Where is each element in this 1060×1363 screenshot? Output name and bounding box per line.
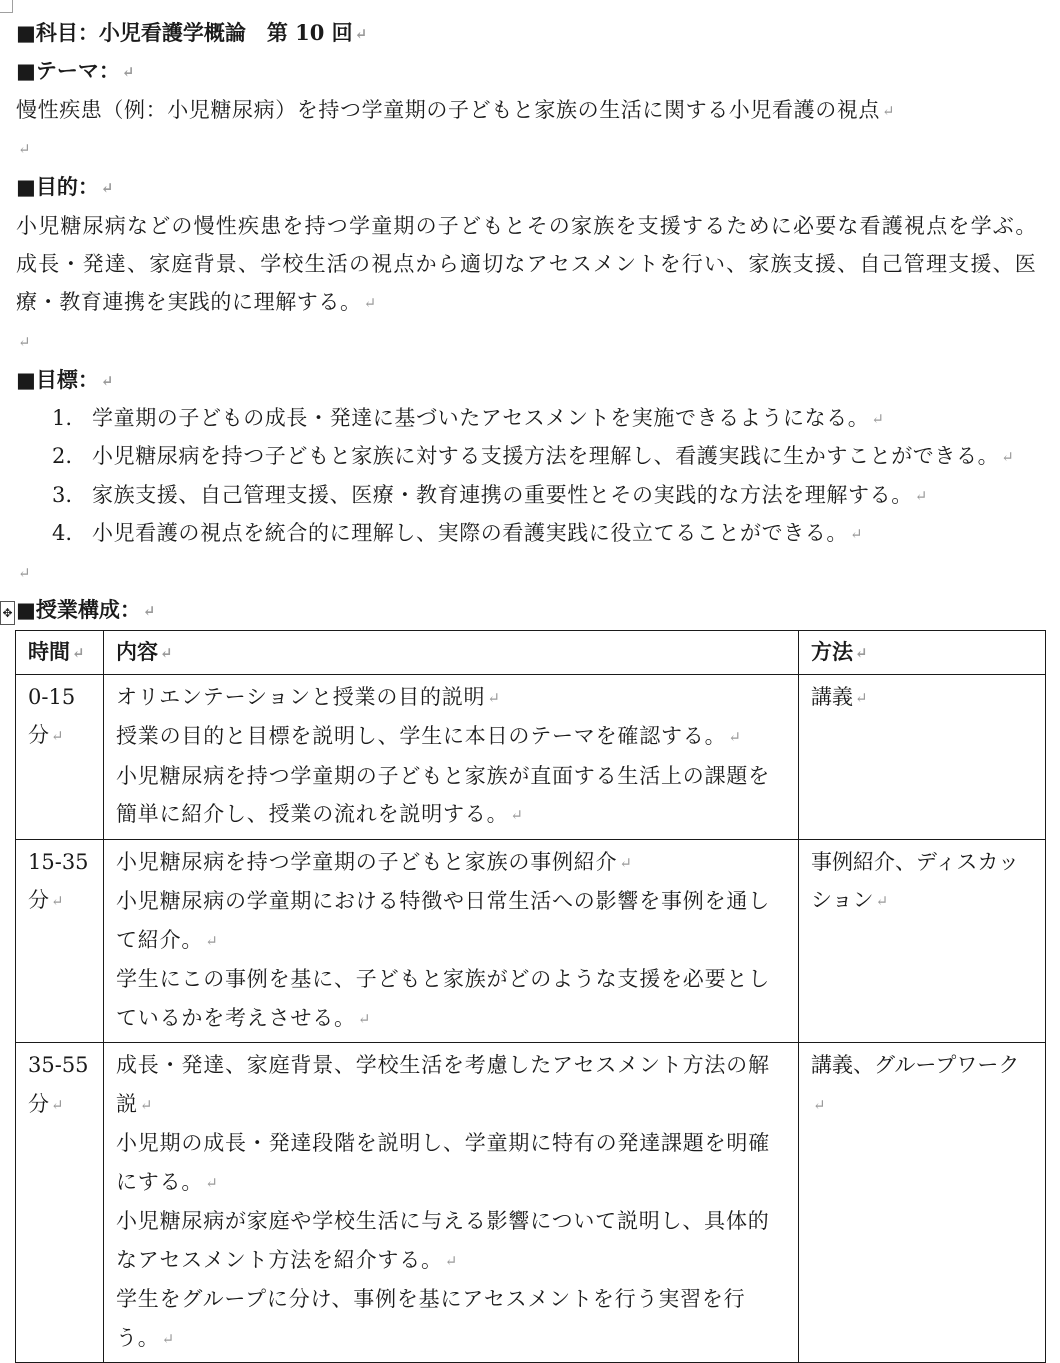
goal-item: 4. 小児看護の視点を統合的に理解し、実際の看護実践に役立てることができる。 ↵	[52, 521, 863, 545]
header-method: 方法 ↵	[799, 631, 1046, 675]
purpose-line-3: 療・教育連携を実践的に理解する。 ↵	[16, 290, 377, 314]
cell-time: 15-35分 ↵	[16, 839, 104, 1043]
table-row	[16, 1043, 1046, 1363]
blank-line: ↵	[18, 564, 31, 582]
purpose-heading: ■目的： ↵	[16, 174, 114, 199]
goal-item: 1. 学童期の子どもの成長・発達に基づいたアセスメントを実施できるようになる。 ↵	[52, 406, 884, 430]
goals-heading: ■目標： ↵	[16, 367, 114, 392]
header-time: 時間 ↵	[16, 631, 104, 675]
cell-content: オリエンテーションと授業の目的説明 ↵ 授業の目的と目標を説明し、学生に本日のテーマを確認する。 ↵ 小児糖尿病を持つ学童期の子どもと家族が直面する生活上の課題を簡単に紹介し、授業の流れを説明する。 ↵	[104, 674, 799, 839]
purpose-line-1: 小児糖尿病などの慢性疾患を持つ学童期の子どもとその家族を支援するために必要な看護視点を学ぶ。	[16, 214, 1038, 238]
cell-time: 0-15分 ↵	[16, 674, 104, 839]
theme-text: 慢性疾患（例：小児糖尿病）を持つ学童期の子どもと家族の生活に関する小児看護の視点 ↵	[16, 98, 896, 122]
blank-line: ↵	[18, 140, 31, 158]
purpose-line-2: 成長・発達、家庭背景、学校生活の視点から適切なアセスメントを行い、家族支援、自己管理支援、医	[16, 252, 1037, 276]
subject-heading: ■科目：小児看護学概論 第 10 回 ↵	[16, 20, 368, 45]
lesson-structure-table	[15, 630, 1046, 1363]
cell-method: 講義 ↵	[799, 674, 1046, 839]
table-header-row	[16, 631, 1046, 675]
blank-line: ↵	[18, 333, 31, 351]
cell-content: 小児糖尿病を持つ学童期の子どもと家族の事例紹介 ↵ 小児糖尿病の学童期における特徴や日常生活への影響を事例を通して紹介。 ↵ 学生にこの事例を基に、子どもと家族がどのような支援を必要としているかを考えさせる。 ↵	[104, 839, 799, 1043]
theme-heading: ■テーマ： ↵	[16, 58, 135, 83]
cell-content: 成長・発達、家庭背景、学校生活を考慮したアセスメント方法の解説 ↵ 小児期の成長・発達段階を説明し、学童期に特有の発達課題を明確にする。 ↵ 小児糖尿病が家庭や学校生活に与える影響について説明し、具体的なアセスメント方法を紹介する。 ↵ 学生をグループに分け、事例を基にアセスメントを行う実習を行う。 ↵	[104, 1043, 799, 1363]
page-corner-mark	[0, 0, 13, 13]
table-row	[16, 674, 1046, 839]
cell-method: 講義、グループワーク↵	[799, 1043, 1046, 1363]
header-content: 内容 ↵	[104, 631, 799, 675]
structure-heading: ■授業構成： ↵	[16, 597, 156, 622]
cell-method: 事例紹介、ディスカッション ↵	[799, 839, 1046, 1043]
table-move-handle-icon[interactable]: ✥	[0, 601, 15, 625]
goal-item: 3. 家族支援、自己管理支援、医療・教育連携の重要性とその実践的な方法を理解する。 ↵	[52, 483, 928, 507]
table-row	[16, 839, 1046, 1043]
cell-time: 35-55分 ↵	[16, 1043, 104, 1363]
goal-item: 2. 小児糖尿病を持つ子どもと家族に対する支援方法を理解し、看護実践に生かすことができる。 ↵	[52, 444, 1014, 468]
